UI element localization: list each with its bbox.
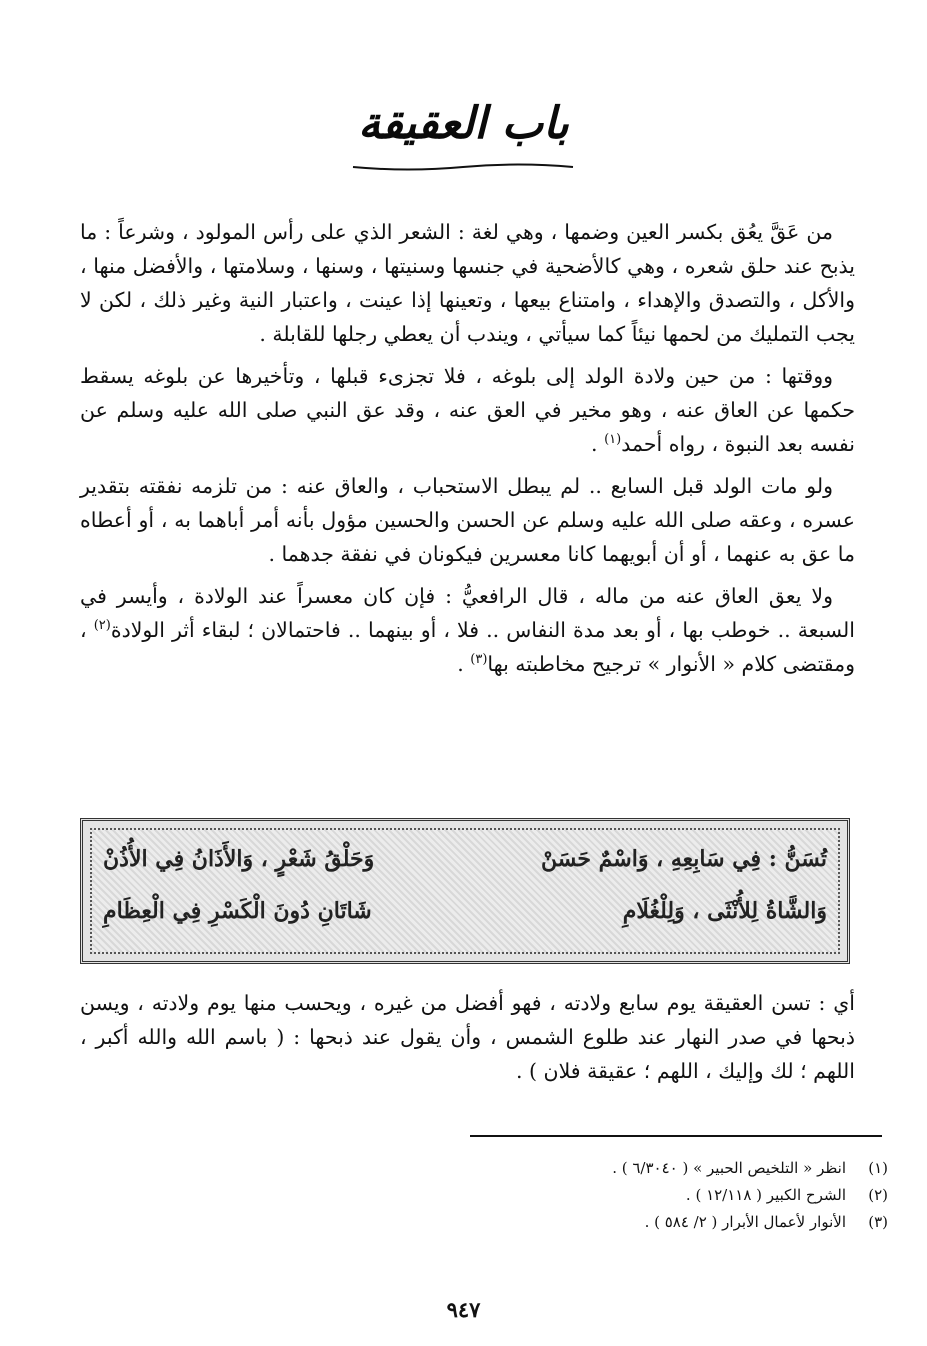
verse-1-first-hemistich: تُسَنُّ : فِي سَابِعِهِ ، وَاسْمٌ حَسَنْ [541, 846, 827, 872]
footnote-text: الأنوار لأعمال الأبرار ( ٢/ ٥٨٤ ) . [644, 1213, 846, 1231]
footnote-divider [470, 1135, 882, 1137]
verse-line-1 [103, 839, 827, 879]
footnote-text: انظر « التلخيص الحبير » ( ٦/٣٠٤٠ ) . [612, 1159, 846, 1177]
footnote-number: (٢) [868, 1186, 888, 1204]
paragraph-1: من عَقَّ يعُق بكسر العين وضمها ، وهي لغة : الشعر الذي على رأس المولود ، وشرعاً : ما يذبح عند حلق شعره ، وهي كالأضحية في جنسها وسنيتها ، وسنها ، وسلامتها ، والأفضل منها ، والأكل ، والتصدق والإهداء ، وامتناع بيعها ، وتعينها إذا عينت ، واعتبار النية وغير ذلك ، لكن لا يجب التمليك من لحمها نيئاً كما سيأتي ، ويندب أن يعطي رجلها للقابلة . [80, 220, 855, 346]
verse-box [80, 818, 850, 964]
footnote-2 [80, 1182, 888, 1209]
commentary-text [80, 986, 855, 1096]
verse-1-second-hemistich: وَحَلْقُ شَعْرٍ ، وَالأَذَانُ فِي الأُذُنْ [103, 846, 375, 872]
main-text [80, 215, 855, 689]
paragraph-2: ووقتها : من حين ولادة الولد إلى بلوغه ، فلا تجزىء قبلها ، وتأخيرها عن بلوغه يسقط حكمها عن العاق عنه ، وهو مخير في العق عنه ، وقد عق النبي صلى الله عليه وسلم عن نفسه بعد النبوة ، رواه أحمد$^{(١)}$ . [80, 364, 855, 456]
title-underline-ornament [348, 162, 578, 172]
footnote-1 [80, 1155, 888, 1182]
page-number: ٩٤٧ [446, 1297, 481, 1322]
footnote-ref-2[interactable]: (٢) [93, 618, 111, 634]
footnote-3 [80, 1209, 888, 1236]
page-title: باب العقيقة [358, 98, 569, 149]
footnotes [80, 1155, 888, 1236]
footnote-ref-1[interactable]: (١) [604, 432, 622, 448]
footnote-number: (٣) [868, 1213, 888, 1231]
footnote-text: الشرح الكبير ( ١٢/١١٨ ) . [685, 1186, 846, 1204]
commentary-paragraph: أي : تسن العقيقة يوم سابع ولادته ، فهو أفضل من غيره ، ويحسب منها يوم ولادته ، ويسن ذبحها في صدر النهار عند طلوع الشمس ، وأن يقول عند ذبحها : ( باسم الله والله أكبر ، اللهم ؛ لك وإليك ، اللهم ؛ عقيقة فلان ) . [80, 991, 855, 1083]
verse-line-2 [103, 891, 827, 931]
verse-2-second-hemistich: شَاتَانِ دُونَ الْكَسْرِ فِي الْعِظَامِ [103, 898, 372, 924]
footnote-number: (١) [868, 1159, 888, 1177]
verse-2-first-hemistich: وَالشَّاةُ لِلأُنْثَى ، وَلِلْغُلَامِ [622, 898, 827, 924]
paragraph-3: ولو مات الولد قبل السابع .. لم يبطل الاستحباب ، والعاق عنه : من تلزمه نفقته بتقدير عسره ، وعقه صلى الله عليه وسلم عن الحسن والحسين مؤول بأنه أمر أباهما به ، أو أعطاه ما عق به عنهما ، أو أن أبويهما كانا معسرين فيكونان في نفقة جدهما . [80, 474, 855, 566]
footnote-ref-3[interactable]: (٣) [470, 652, 488, 668]
paragraph-4: ولا يعق العاق عنه من ماله ، قال الرافعيُّ : فإن كان معسراً عند الولادة ، وأيسر في السبعة .. خوطب بها ، أو بعد مدة النفاس .. فلا ، أو بينهما .. فاحتمالان ؛ لبقاء أثر الولادة$^{(٢)}$ ، ومقتضى كلام « الأنوار » ترجيح مخاطبته بها$^{(٣)}$ . [80, 584, 855, 676]
